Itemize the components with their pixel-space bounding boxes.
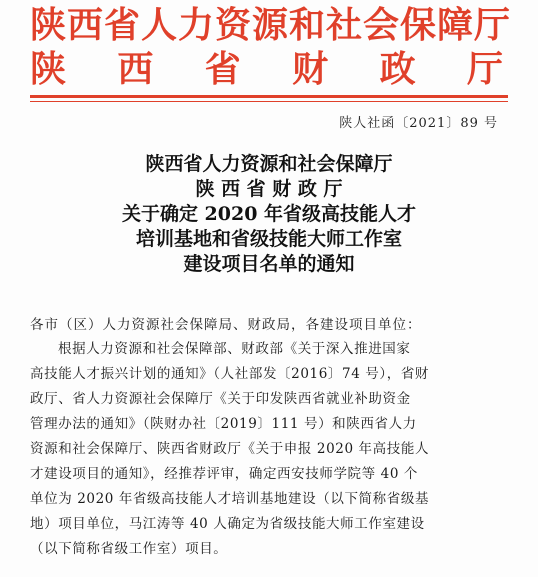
title-line-1: 陕西省人力资源和社会保障厅 — [145, 153, 393, 175]
body-line: 政厅、省人力资源社会保障厅《关于印发陕西省就业补助资金 — [30, 391, 411, 407]
salutation: 各市（区）人力资源社会保障局、财政局，各建设项目单位： — [30, 317, 422, 333]
header-divider-thin — [30, 101, 508, 102]
issuing-org-char: 政 — [379, 49, 417, 90]
issuing-org-char: 财 — [292, 49, 330, 90]
body-line: 单位为 2020 年省级高技能人才培训基地建设（以下简称省级基 — [30, 491, 430, 507]
issuing-org-char: 陕 — [30, 49, 68, 90]
body-line: 根据人力资源和社会保障部、财政部《关于深入推进国家 — [58, 341, 411, 357]
body-line: 才建设项目的通知》，经推荐评审，确定西安技师学院等 40 个 — [30, 466, 419, 482]
issuing-org-char: 西 — [117, 49, 155, 90]
issuing-org-char: 厅 — [466, 49, 504, 90]
document-number: 陕人社函〔2021〕89 号 — [339, 116, 498, 131]
issuing-org-char: 省 — [204, 49, 242, 90]
body-line: （以下简称省级工作室）项目。 — [30, 541, 228, 557]
body-line: 地）项目单位，马江涛等 40 人确定为省级技能大师工作室建设 — [30, 516, 425, 532]
title-line-2: 陕 西 省 财 政 厅 — [195, 178, 343, 200]
title-line-4: 培训基地和省级技能大师工作室 — [135, 228, 402, 250]
body-line: 管理办法的通知》（陕财办社〔2019〕111 号）和陕西省人力 — [30, 416, 417, 432]
body-line: 高技能人才振兴计划的通知》（人社部发〔2016〕74 号），省财 — [30, 366, 430, 382]
header-divider-thick — [30, 95, 508, 98]
body-line: 资源和社会保障厅、陕西省财政厅《关于申报 2020 年高技能人 — [30, 441, 430, 457]
issuing-org-line-2 — [30, 48, 504, 92]
body-paragraph — [30, 337, 510, 562]
document-title — [0, 152, 538, 277]
title-line-5: 建设项目名单的通知 — [183, 253, 355, 275]
title-line-3: 关于确定 2020 年省级高技能人才 — [121, 203, 417, 225]
issuing-org-line-1: 陕西省人力资源和社会保障厅 — [30, 5, 512, 46]
